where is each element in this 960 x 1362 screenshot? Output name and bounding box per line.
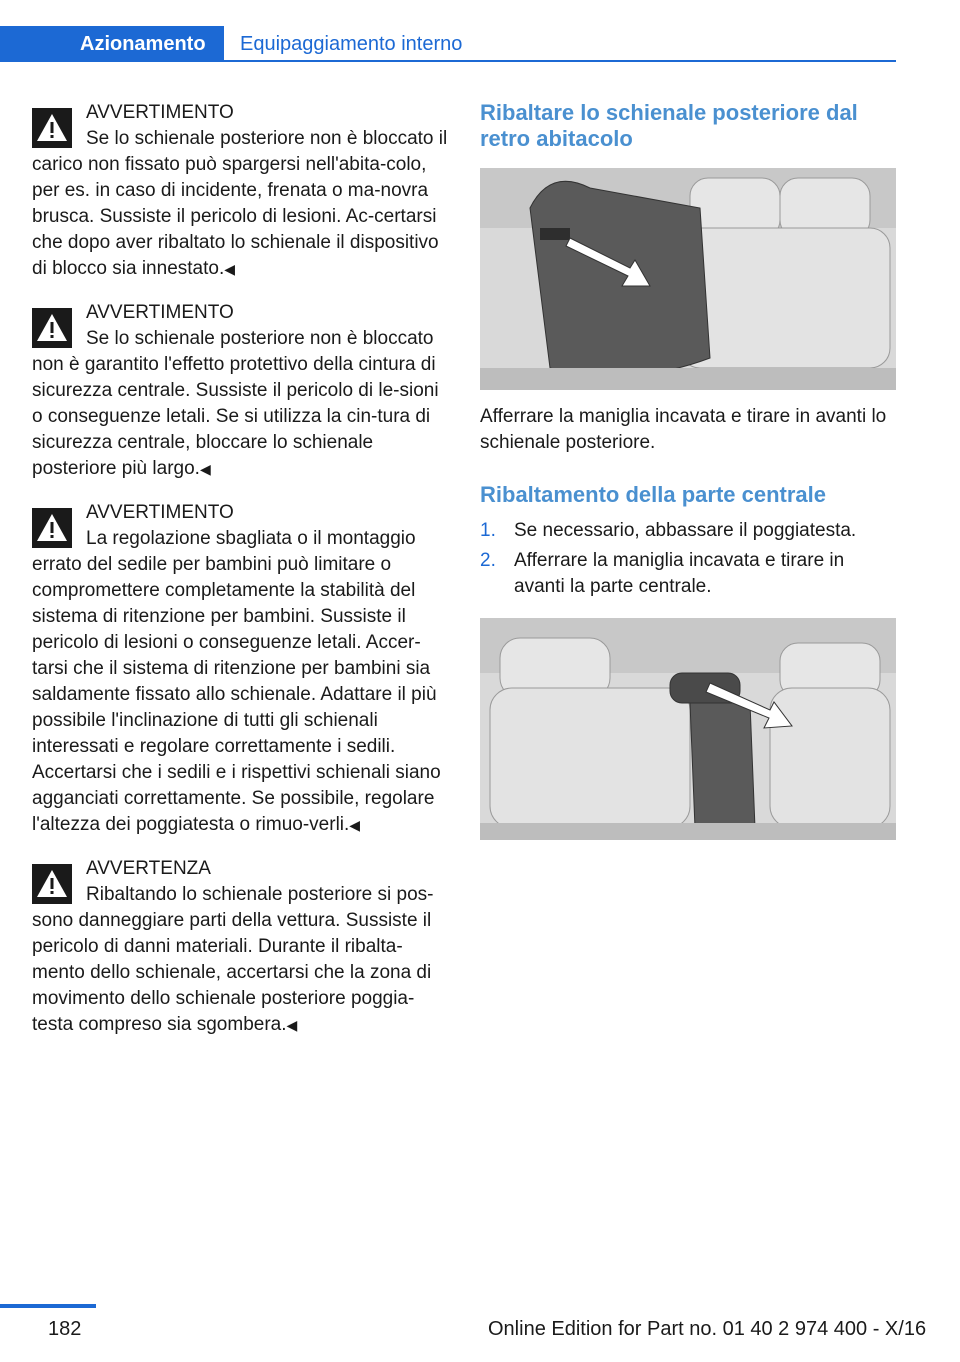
list-item — [480, 548, 896, 600]
warning-title: AVVERTENZA — [86, 858, 211, 879]
edition-note: Online Edition for Part no. 01 40 2 974 400 - X/16 — [488, 1318, 927, 1340]
header-divider — [224, 60, 896, 62]
end-mark: ◀ — [224, 261, 236, 277]
tab-equipaggiamento-interno[interactable]: Equipaggiamento interno — [240, 33, 463, 55]
end-mark: ◀ — [349, 817, 361, 833]
center-section-illustration — [480, 618, 896, 840]
section-heading-rear-fold: Ribaltare lo schienale posteriore dal retro abitacolo — [480, 100, 858, 151]
page-number: 182 — [48, 1318, 82, 1340]
page-header — [0, 0, 960, 64]
warning-3 — [32, 500, 450, 838]
end-mark: ◀ — [199, 461, 211, 477]
list-item — [480, 518, 896, 544]
steps-list — [480, 518, 896, 600]
tab-azionamento[interactable]: Azionamento — [0, 26, 224, 62]
warning-triangle-icon — [32, 508, 72, 548]
section-heading-center-fold: Ribaltamento della parte centrale — [480, 482, 826, 507]
step-number: 1. — [480, 520, 496, 541]
warning-body: La regolazione sbagliata o il montaggio errato del sedile per bambini può limitare o compromettere completamente la stabilità del sistema di ritenzione per bambini. Sussiste il pericolo di lesioni o conseguenze letali. Accer-tarsi che il sistema di ritenzione per bambini sia saldamente fissato allo schienale. Adattare il più possibile l'inclinazione di tutti gli schienali interessati e regolare correttamente i sedili. Accertarsi che i sedili e i rispettivi schienali siano agganciati correttamente. Se possibile, regolare l'altezza dei poggiatesta o rimuo-verli. — [32, 528, 441, 835]
warning-triangle-icon — [32, 308, 72, 348]
instruction-text: Afferrare la maniglia incavata e tirare in avanti lo schienale posteriore. — [480, 406, 887, 453]
step-number: 2. — [480, 550, 496, 571]
warning-body: Se lo schienale posteriore non è bloccato il carico non fissato può spargersi nell'abita-colo, per es. in caso di incidente, frenata o ma-novra brusca. Sussiste il pericolo di lesioni. Ac-certarsi che dopo aver ribaltato lo schienale il dispositivo di blocco sia innestato. — [32, 128, 448, 279]
warning-body: Se lo schienale posteriore non è bloccato non è garantito l'effetto protettivo della cintura di sicurezza centrale. Sussiste il pericolo di le-sioni o conseguenze letali. Se si utilizza la cin-tura di sicurezza centrale, bloccare lo schienale posteriore più largo. — [32, 328, 439, 479]
warning-triangle-icon — [32, 864, 72, 904]
step-text: Afferrare la maniglia incavata e tirare in avanti la parte centrale. — [514, 550, 845, 597]
warnings-column — [32, 100, 450, 1056]
end-mark: ◀ — [286, 1017, 298, 1033]
warning-4 — [32, 856, 450, 1038]
footer-divider — [0, 1304, 96, 1308]
warning-triangle-icon — [32, 108, 72, 148]
warning-title: AVVERTIMENTO — [86, 502, 234, 523]
warning-body: Ribaltando lo schienale posteriore si pos-sono danneggiare parti della vettura. Sussiste il pericolo di danni materiali. Durante il ribalta-mento dello schienale, accertarsi che la zona di movimento dello schienale posteriore poggia-testa compreso sia sgombera. — [32, 884, 434, 1035]
warning-title: AVVERTIMENTO — [86, 102, 234, 123]
warning-title: AVVERTIMENTO — [86, 302, 234, 323]
step-text: Se necessario, abbassare il poggiatesta. — [514, 520, 857, 541]
instructions-column — [480, 100, 896, 840]
warning-1 — [32, 100, 450, 282]
rear-seat-illustration — [480, 168, 896, 390]
warning-2 — [32, 300, 450, 482]
